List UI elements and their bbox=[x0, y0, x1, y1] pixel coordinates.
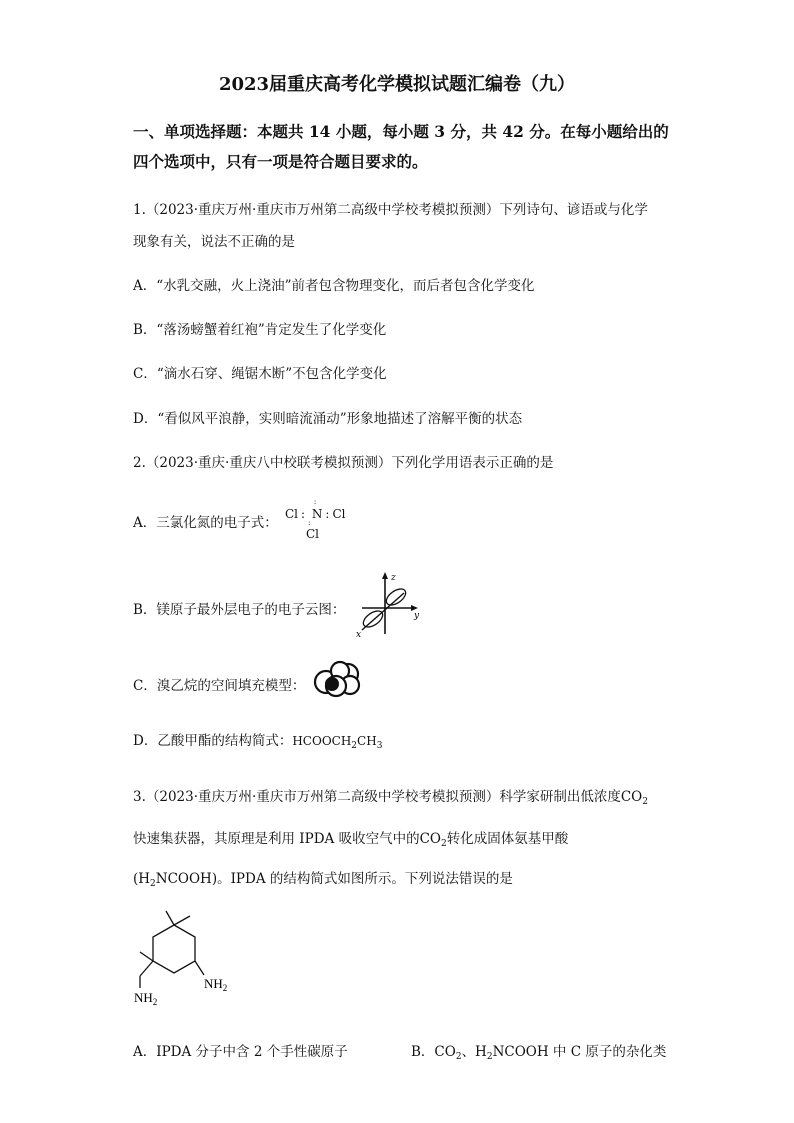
methyl-acetate-formula: $HCOOCH_2CH_3$ bbox=[292, 734, 383, 751]
nh2-left-label: $NH_2$ bbox=[134, 990, 158, 1007]
ncl3-cl-left: Cl bbox=[285, 507, 299, 521]
q2-option-b: B．镁原子最外层电子的电子云图： bbox=[133, 602, 346, 618]
bromoethane-space-filling-model bbox=[312, 660, 362, 698]
q3-stem-line1: 3.（2023·重庆万州·重庆市万州第二高级中学校考模拟预测）科学家研制出低浓度$CO_2$ bbox=[133, 789, 648, 807]
q2-option-c: C．溴乙烷的空间填充模型： bbox=[133, 678, 306, 694]
ncl3-cl-right: Cl bbox=[332, 507, 346, 521]
q2-option-d: D．乙酸甲酯的结构简式：$HCOOCH_2CH_3$ bbox=[133, 733, 383, 751]
q3-option-a: A．IPDA 分子中含 2 个手性碳原子 bbox=[133, 1044, 348, 1060]
axis-x-label: x bbox=[356, 630, 362, 640]
q1-option-c: C．“滴水石穿、绳锯木断”不包含化学变化 bbox=[133, 366, 387, 382]
q3-stem-line3: $(H_2NCOOH)$。IPDA 的结构简式如图所示。下列说法错误的是 bbox=[133, 871, 513, 889]
q2-stem: 2.（2023·重庆·重庆八中校联考模拟预测）下列化学用语表示正确的是 bbox=[133, 455, 554, 471]
ncl3-n-atom: : N bbox=[311, 498, 323, 521]
axis-y-label: y bbox=[414, 611, 420, 621]
section-heading-line2: 四个选项中，只有一项是符合题目要求的。 bbox=[133, 152, 428, 171]
bonding-pair-dots: : bbox=[308, 519, 311, 527]
q1-option-b: B．“落汤螃蟹着红袍”肯定发生了化学变化 bbox=[133, 322, 387, 338]
ipda-structure-diagram bbox=[130, 908, 245, 1010]
page-title: 2023届重庆高考化学模拟试题汇编卷（九） bbox=[218, 74, 576, 95]
axis-z-label: z bbox=[391, 573, 396, 583]
q1-option-d: D．“看似风平浪静，实则暗流涌动”形象地描述了溶解平衡的状态 bbox=[133, 411, 523, 427]
q1-stem-line2: 现象有关，说法不正确的是 bbox=[133, 234, 295, 250]
q1-option-a: A．“水乳交融，火上浇油”前者包含物理变化，而后者包含化学变化 bbox=[133, 278, 535, 294]
lone-pair-dots: : bbox=[313, 498, 317, 506]
section-heading-line1: 一、单项选择题：本题共 14 小题，每小题 3 分，共 42 分。在每小题给出的 bbox=[133, 122, 669, 141]
nh2-right-label: $NH_2$ bbox=[204, 976, 228, 993]
ncl3-electron-formula: Cl : : N : Cl bbox=[285, 498, 346, 521]
ncl3-cl-bottom: Cl bbox=[306, 527, 320, 541]
p-orbital-electron-cloud-diagram bbox=[352, 568, 427, 640]
q3-option-b: B．$CO_2$、$H_2NCOOH$ 中 C 原子的杂化类 bbox=[411, 1044, 667, 1062]
q3-stem-line2: 快速集获器，其原理是利用 IPDA 吸收空气中的$CO_2$转化成固体氨基甲酸 bbox=[133, 831, 569, 849]
q2-option-a: A．三氯化氮的电子式： bbox=[133, 515, 278, 531]
q1-stem-line1: 1.（2023·重庆万州·重庆市万州第二高级中学校考模拟预测）下列诗句、谚语或与化学 bbox=[133, 202, 648, 218]
